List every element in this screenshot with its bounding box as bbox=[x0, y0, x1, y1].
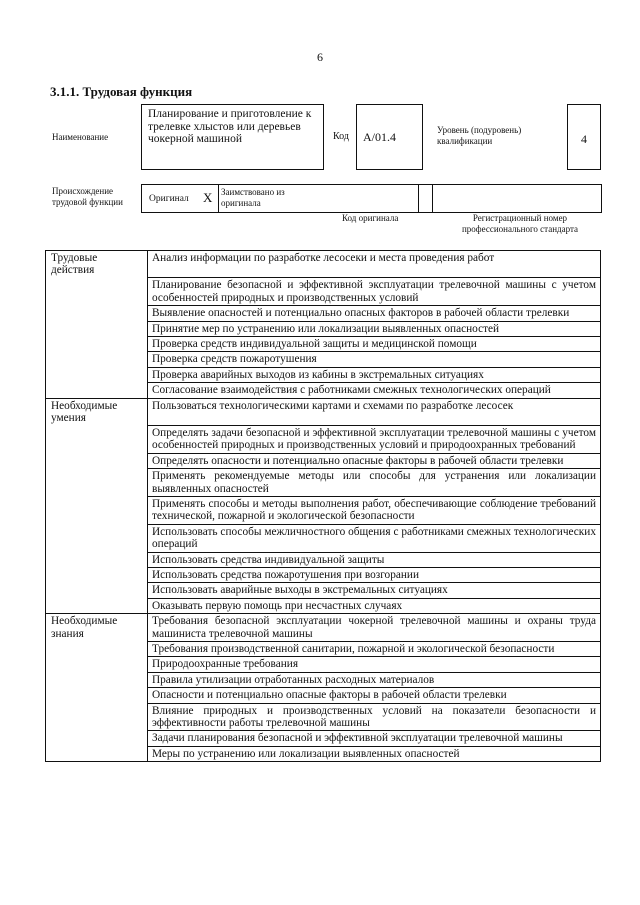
category-cell: Трудовые действия bbox=[46, 251, 148, 278]
item-cell: Использовать аварийные выходы в экстремальных ситуациях bbox=[148, 583, 601, 598]
category-cell-empty bbox=[46, 598, 148, 613]
table-row bbox=[46, 398, 601, 425]
item-cell: Оказывать первую помощь при несчастных случаях bbox=[148, 598, 601, 613]
category-cell-empty bbox=[46, 746, 148, 761]
code-original-label: Код оригинала bbox=[342, 213, 399, 223]
table-row bbox=[46, 583, 601, 598]
category-cell-empty bbox=[46, 552, 148, 567]
category-cell-empty bbox=[46, 383, 148, 398]
category-cell-empty bbox=[46, 567, 148, 582]
item-cell: Применять рекомендуемые методы или способы для устранения или локализации выявленных опасностей bbox=[148, 469, 601, 497]
item-cell: Выявление опасностей и потенциально опасных факторов в рабочей области трелевки bbox=[148, 306, 601, 321]
original-mark: X bbox=[203, 190, 213, 205]
table-row bbox=[46, 641, 601, 656]
item-cell: Использовать способы межличностного общения с работниками смежных технологических операций bbox=[148, 524, 601, 552]
item-cell: Определять опасности и потенциально опасные факторы в рабочей области трелевки bbox=[148, 453, 601, 468]
category-cell-empty bbox=[46, 672, 148, 687]
category-cell-empty bbox=[46, 524, 148, 552]
table-row bbox=[46, 383, 601, 398]
category-cell-empty bbox=[46, 657, 148, 672]
table-row bbox=[46, 688, 601, 703]
category-cell-empty bbox=[46, 703, 148, 731]
table-row bbox=[46, 278, 601, 306]
category-cell-empty bbox=[46, 425, 148, 453]
table-row bbox=[46, 598, 601, 613]
table-row bbox=[46, 672, 601, 687]
category-cell-empty bbox=[46, 321, 148, 336]
item-cell: Применять способы и методы выполнения работ, обеспечивающие соблюдение требований технической, пожарной и экологической безопасности bbox=[148, 496, 601, 524]
competency-table bbox=[45, 250, 601, 762]
name-value: Планирование и приготовление к трелевке хлыстов или деревьев чокерной машиной bbox=[148, 108, 312, 145]
table-row bbox=[46, 746, 601, 761]
item-cell: Опасности и потенциально опасные факторы в рабочей области трелевки bbox=[148, 688, 601, 703]
category-cell: Необходимые умения bbox=[46, 398, 148, 425]
table-row bbox=[46, 425, 601, 453]
item-cell: Проверка средств индивидуальной защиты и медицинской помощи bbox=[148, 336, 601, 351]
item-cell: Меры по устранению или локализации выявленных опасностей bbox=[148, 746, 601, 761]
table-row bbox=[46, 524, 601, 552]
table-row bbox=[46, 567, 601, 582]
category-cell-empty bbox=[46, 469, 148, 497]
category-cell-empty bbox=[46, 731, 148, 746]
category-cell-empty bbox=[46, 336, 148, 351]
name-label: Наименование bbox=[52, 132, 109, 142]
item-cell: Пользоваться технологическими картами и схемами по разработке лесосек bbox=[148, 398, 601, 425]
table-row bbox=[46, 321, 601, 336]
origin-label: Происхождение трудовой функции bbox=[52, 186, 123, 207]
item-cell: Требования производственной санитарии, пожарной и экологической безопасности bbox=[148, 641, 601, 656]
code-value: А/01.4 bbox=[363, 130, 396, 144]
item-cell: Проверка средств пожаротушения bbox=[148, 352, 601, 367]
item-cell: Проверка аварийных выходов из кабины в экстремальных ситуациях bbox=[148, 367, 601, 382]
original-label: Оригинал bbox=[149, 194, 189, 204]
table-row bbox=[46, 703, 601, 731]
table-row bbox=[46, 657, 601, 672]
item-cell: Природоохранные требования bbox=[148, 657, 601, 672]
section-title: 3.1.1. Трудовая функция bbox=[50, 84, 193, 99]
page-number: 6 bbox=[317, 50, 323, 64]
item-cell: Влияние природных и производственных условий на показатели безопасности и эффективности работы трелевочной машины bbox=[148, 703, 601, 731]
category-cell-empty bbox=[46, 278, 148, 306]
table-row bbox=[46, 367, 601, 382]
category-cell-empty bbox=[46, 583, 148, 598]
item-cell: Согласование взаимодействия с работниками смежных технологических операций bbox=[148, 383, 601, 398]
category-cell-empty bbox=[46, 306, 148, 321]
reg-number-label: Регистрационный номер профессионального стандарта bbox=[461, 213, 579, 234]
table-row bbox=[46, 496, 601, 524]
item-cell: Использовать средства пожаротушения при возгорании bbox=[148, 567, 601, 582]
table-row bbox=[46, 251, 601, 278]
category-cell-empty bbox=[46, 641, 148, 656]
table-row bbox=[46, 336, 601, 351]
category-cell-empty bbox=[46, 453, 148, 468]
item-cell: Планирование безопасной и эффективной эксплуатации трелевочной машины с учетом особенностей природных и производственных условий bbox=[148, 278, 601, 306]
code-value-box bbox=[356, 104, 423, 170]
table-row bbox=[46, 453, 601, 468]
item-cell: Определять задачи безопасной и эффективной эксплуатации трелевочной машины с учетом особенностей природных и производственных условий и природоохранных требований bbox=[148, 425, 601, 453]
item-cell: Принятие мер по устранению или локализации выявленных опасностей bbox=[148, 321, 601, 336]
category-cell-empty bbox=[46, 688, 148, 703]
table-row bbox=[46, 469, 601, 497]
category-cell-empty bbox=[46, 496, 148, 524]
level-label: Уровень (подуровень) квалификации bbox=[437, 125, 522, 146]
category-cell-empty bbox=[46, 352, 148, 367]
code-label: Код bbox=[333, 131, 349, 142]
item-cell: Использовать средства индивидуальной защиты bbox=[148, 552, 601, 567]
item-cell: Требования безопасной эксплуатации чокерной трелевочной машины и охраны труда машиниста трелевочной машины bbox=[148, 614, 601, 642]
name-value-box bbox=[141, 104, 324, 170]
table-row bbox=[46, 306, 601, 321]
table-row bbox=[46, 352, 601, 367]
category-cell-empty bbox=[46, 367, 148, 382]
level-value-box bbox=[567, 104, 601, 170]
table-row bbox=[46, 614, 601, 642]
borrowed-label: Заимствовано из оригинала bbox=[221, 187, 285, 208]
table-row bbox=[46, 731, 601, 746]
item-cell: Задачи планирования безопасной и эффективной эксплуатации трелевочной машины bbox=[148, 731, 601, 746]
category-cell: Необходимые знания bbox=[46, 614, 148, 642]
table-row bbox=[46, 552, 601, 567]
level-value: 4 bbox=[581, 132, 587, 146]
item-cell: Анализ информации по разработке лесосеки и места проведения работ bbox=[148, 251, 601, 278]
item-cell: Правила утилизации отработанных расходных материалов bbox=[148, 672, 601, 687]
